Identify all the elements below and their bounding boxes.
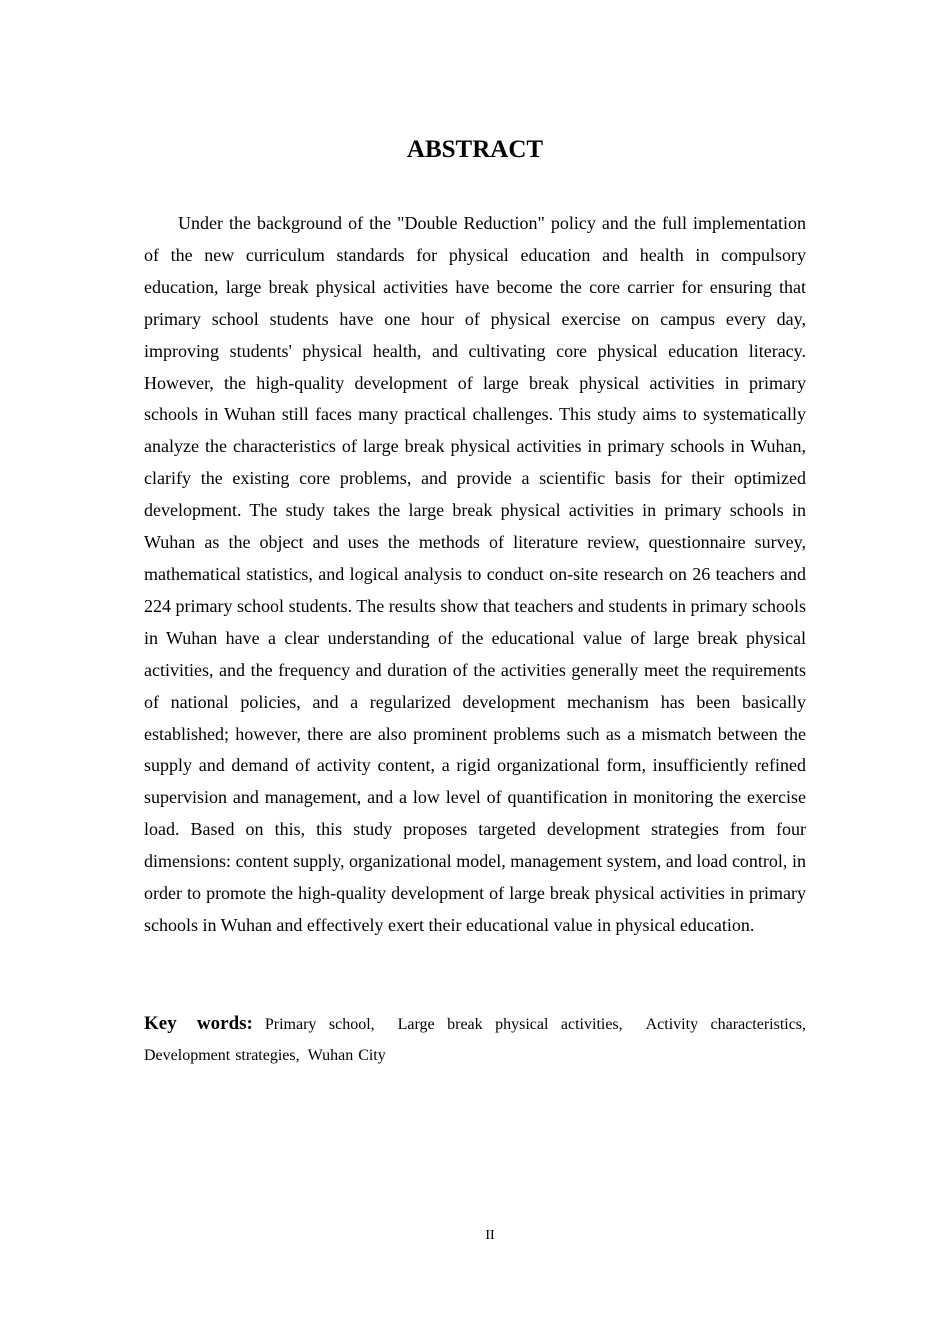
keywords-paragraph [144,1008,806,1071]
keyword-item: Primary school, [264,1016,375,1033]
keywords-label: Key words: [144,1013,253,1034]
keyword-item: Development strategies, [144,1047,300,1064]
abstract-title: ABSTRACT [406,136,544,163]
page-number: II [485,1228,495,1243]
abstract-body: Under the background of the "Double Reduction" policy and the full implementation of the new curriculum standards for physical education and health in compulsory education, large break physical activities have become the core carrier for ensuring that primary school students have one hour of physical exercise on campus every day, improving students' physical health, and cultivating core physical education literacy. However, the high-quality development of large break physical activities in primary schools in Wuhan still faces many practical challenges. This study aims to systematically analyze the characteristics of large break physical activities in primary schools in Wuhan, clarify the existing core problems, and provide a scientific basis for their optimized development. The study takes the large break physical activities in primary schools in Wuhan as the object and uses the methods of literature review, questionnaire survey, mathematical statistics, and logical analysis to conduct on-site research on 26 teachers and 224 primary school students. The results show that teachers and students in primary schools in Wuhan have a clear understanding of the educational value of large break physical activities, and the frequency and duration of the activities generally meet the requirements of national policies, and a regularized development mechanism has been basically established; however, there are also prominent problems such as a mismatch between the supply and demand of activity content, a rigid organizational form, insufficiently refined supervision and management, and a low level of quantification in monitoring the exercise load. Based on this, this study proposes targeted development strategies from four dimensions: content supply, organizational model, management system, and load control, in order to promote the high-quality development of large break physical activities in primary schools in Wuhan and effectively exert their educational value in physical education. [144,213,806,935]
keyword-item: Wuhan City [307,1047,386,1064]
keyword-item: Activity characteristics, [645,1016,807,1033]
keyword-item: Large break physical activities, [397,1016,623,1033]
